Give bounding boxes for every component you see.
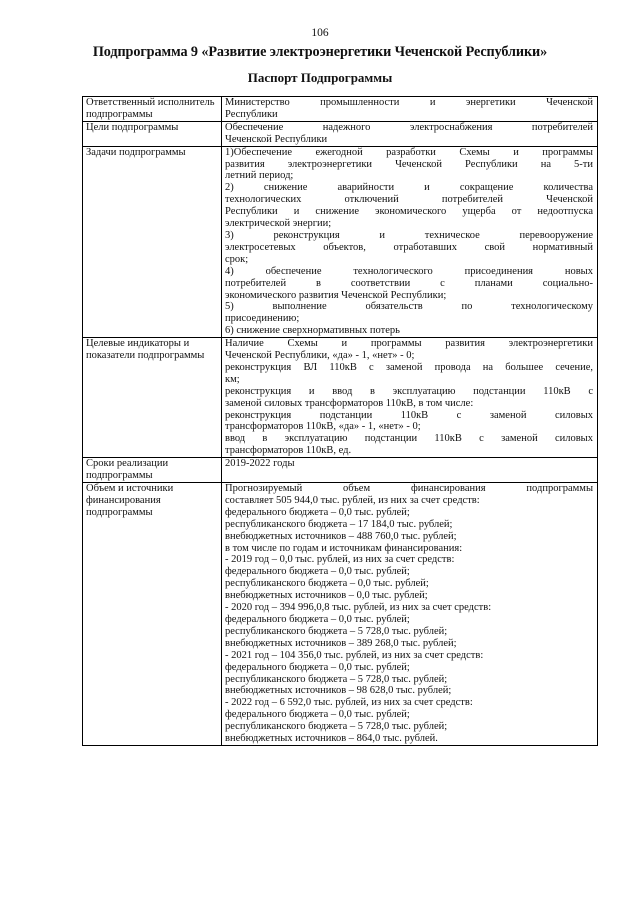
value-line: ввод в эксплуатацию подстанции 110кВ с заменой силовых [225, 433, 593, 445]
value-line: Чеченской Республики [225, 133, 328, 145]
value-line: внебюджетных источников – 0,0 тыс. рублей; [225, 590, 428, 602]
value-line: срок; [225, 253, 249, 265]
row-label: Задачи подпрограммы [83, 146, 222, 338]
row-label: Объем и источники финансирования подпрограммы [83, 483, 222, 746]
value-line: реконструкция и ввод в эксплуатацию подстанции 110кВ с [225, 385, 593, 397]
page-number: 106 [311, 27, 329, 39]
value-line: внебюджетных источников – 864,0 тыс. рублей. [225, 733, 438, 745]
value-line: электрической энергии; [225, 218, 332, 230]
value-line: реконструкция подстанции 110кВ с заменой силовых [225, 409, 593, 421]
passport-row [83, 458, 598, 483]
value-line: Чеченской Республики, «да» - 1, «нет» - 0; [225, 350, 415, 362]
row-value [222, 97, 598, 122]
value-line: федерального бюджета – 0,0 тыс. рублей; [225, 506, 410, 518]
value-line: 1)Обеспечение ежегодной разработки Схемы и программы [225, 146, 593, 158]
value-line: Министерство промышленности и энергетики Чеченской [225, 97, 593, 108]
value-line: внебюджетных источников – 389 268,0 тыс. рублей; [225, 637, 457, 649]
value-line: Республики и снижение экономического ущерба от недоотпуска [225, 206, 593, 218]
value-line: трансформаторов 110кВ, ед. [225, 445, 352, 457]
value-line: Наличие Схемы и программы развития электроэнергетики [225, 338, 593, 350]
value-line: 2019-2022 годы [225, 458, 295, 470]
value-line: технологических отключений потребителей Чеченской [225, 194, 593, 206]
value-line: реконструкция ВЛ 110кВ с заменой провода на большее сечение, [225, 361, 593, 373]
value-line: экономического развития Чеченской Республики; [225, 289, 447, 301]
value-line: - 2019 год – 0,0 тыс. рублей, из них за счет средств: [225, 554, 455, 566]
value-line: 4) обеспечение технологического присоединения новых [225, 265, 593, 277]
value-line: 3) реконструкция и техническое перевооружение [225, 229, 593, 241]
value-line: в том числе по годам и источникам финансирования: [225, 542, 463, 554]
value-line: км; [225, 373, 240, 385]
value-line: летний период; [225, 170, 294, 182]
row-value [222, 338, 598, 458]
row-value [222, 121, 598, 146]
value-line: Прогнозируемый объем финансирования подпрограммы [225, 483, 593, 494]
row-value [222, 146, 598, 338]
value-line: - 2020 год – 394 996,0,8 тыс. рублей, из них за счет средств: [225, 602, 492, 614]
value-line: федерального бюджета – 0,0 тыс. рублей; [225, 566, 410, 578]
passport-table [82, 96, 598, 746]
value-line: электросетевых объектов, отработавших свой нормативный [225, 241, 593, 253]
value-line: федерального бюджета – 0,0 тыс. рублей; [225, 613, 410, 625]
passport-row [83, 97, 598, 122]
value-line: 2) снижение аварийности и сокращение количества [225, 182, 593, 194]
passport-row [83, 483, 598, 746]
row-label: Сроки реализации подпрограммы [83, 458, 222, 483]
value-line: - 2021 год – 104 356,0 тыс. рублей, из них за счет средств: [225, 649, 484, 661]
value-line: потребителей в соответствии с планами социально- [225, 277, 593, 289]
value-line: республиканского бюджета – 5 728,0 тыс. рублей; [225, 673, 448, 685]
row-label: Ответственный исполнитель подпрограммы [83, 97, 222, 122]
value-line: внебюджетных источников – 98 628,0 тыс. рублей; [225, 685, 452, 697]
value-line: трансформаторов 110кВ, «да» - 1, «нет» - 0; [225, 421, 421, 433]
value-line: Республики [225, 108, 278, 120]
value-line: республиканского бюджета – 17 184,0 тыс. рублей; [225, 518, 453, 530]
row-value [222, 458, 598, 483]
value-line: республиканского бюджета – 5 728,0 тыс. рублей; [225, 625, 448, 637]
value-line: 6) снижение сверхнормативных потерь [225, 325, 400, 337]
value-line: республиканского бюджета – 5 728,0 тыс. рублей; [225, 721, 448, 733]
passport-row [83, 338, 598, 458]
value-line: внебюджетных источников – 488 760,0 тыс. рублей; [225, 530, 457, 542]
value-line: Обеспечение надежного электроснабжения потребителей [225, 121, 593, 133]
value-line: федерального бюджета – 0,0 тыс. рублей; [225, 661, 410, 673]
value-line: развития электроэнергетики Чеченской Республики на 5-ти [225, 158, 593, 170]
value-line: составляет 505 944,0 тыс. рублей, из них за счет средств: [225, 494, 480, 506]
passport-row [83, 121, 598, 146]
value-line: - 2022 год – 6 592,0 тыс. рублей, из них за счет средств: [225, 697, 473, 709]
passport-row [83, 146, 598, 338]
row-label: Целевые индикаторы и показатели подпрограммы [83, 338, 222, 458]
document-title: Подпрограмма 9 «Развитие электроэнергетики Чеченской Республики» [92, 44, 548, 60]
value-line: республиканского бюджета – 0,0 тыс. рублей; [225, 578, 429, 590]
value-line: 5) выполнение обязательств по технологическому [225, 301, 593, 313]
value-line: присоединению; [225, 313, 300, 325]
value-line: федерального бюджета – 0,0 тыс. рублей; [225, 709, 410, 721]
document-subtitle: Паспорт Подпрограммы [247, 70, 393, 85]
row-value [222, 483, 598, 746]
row-label: Цели подпрограммы [83, 121, 222, 146]
value-line: заменой силовых трансформаторов 110кВ, в том числе: [225, 397, 474, 409]
